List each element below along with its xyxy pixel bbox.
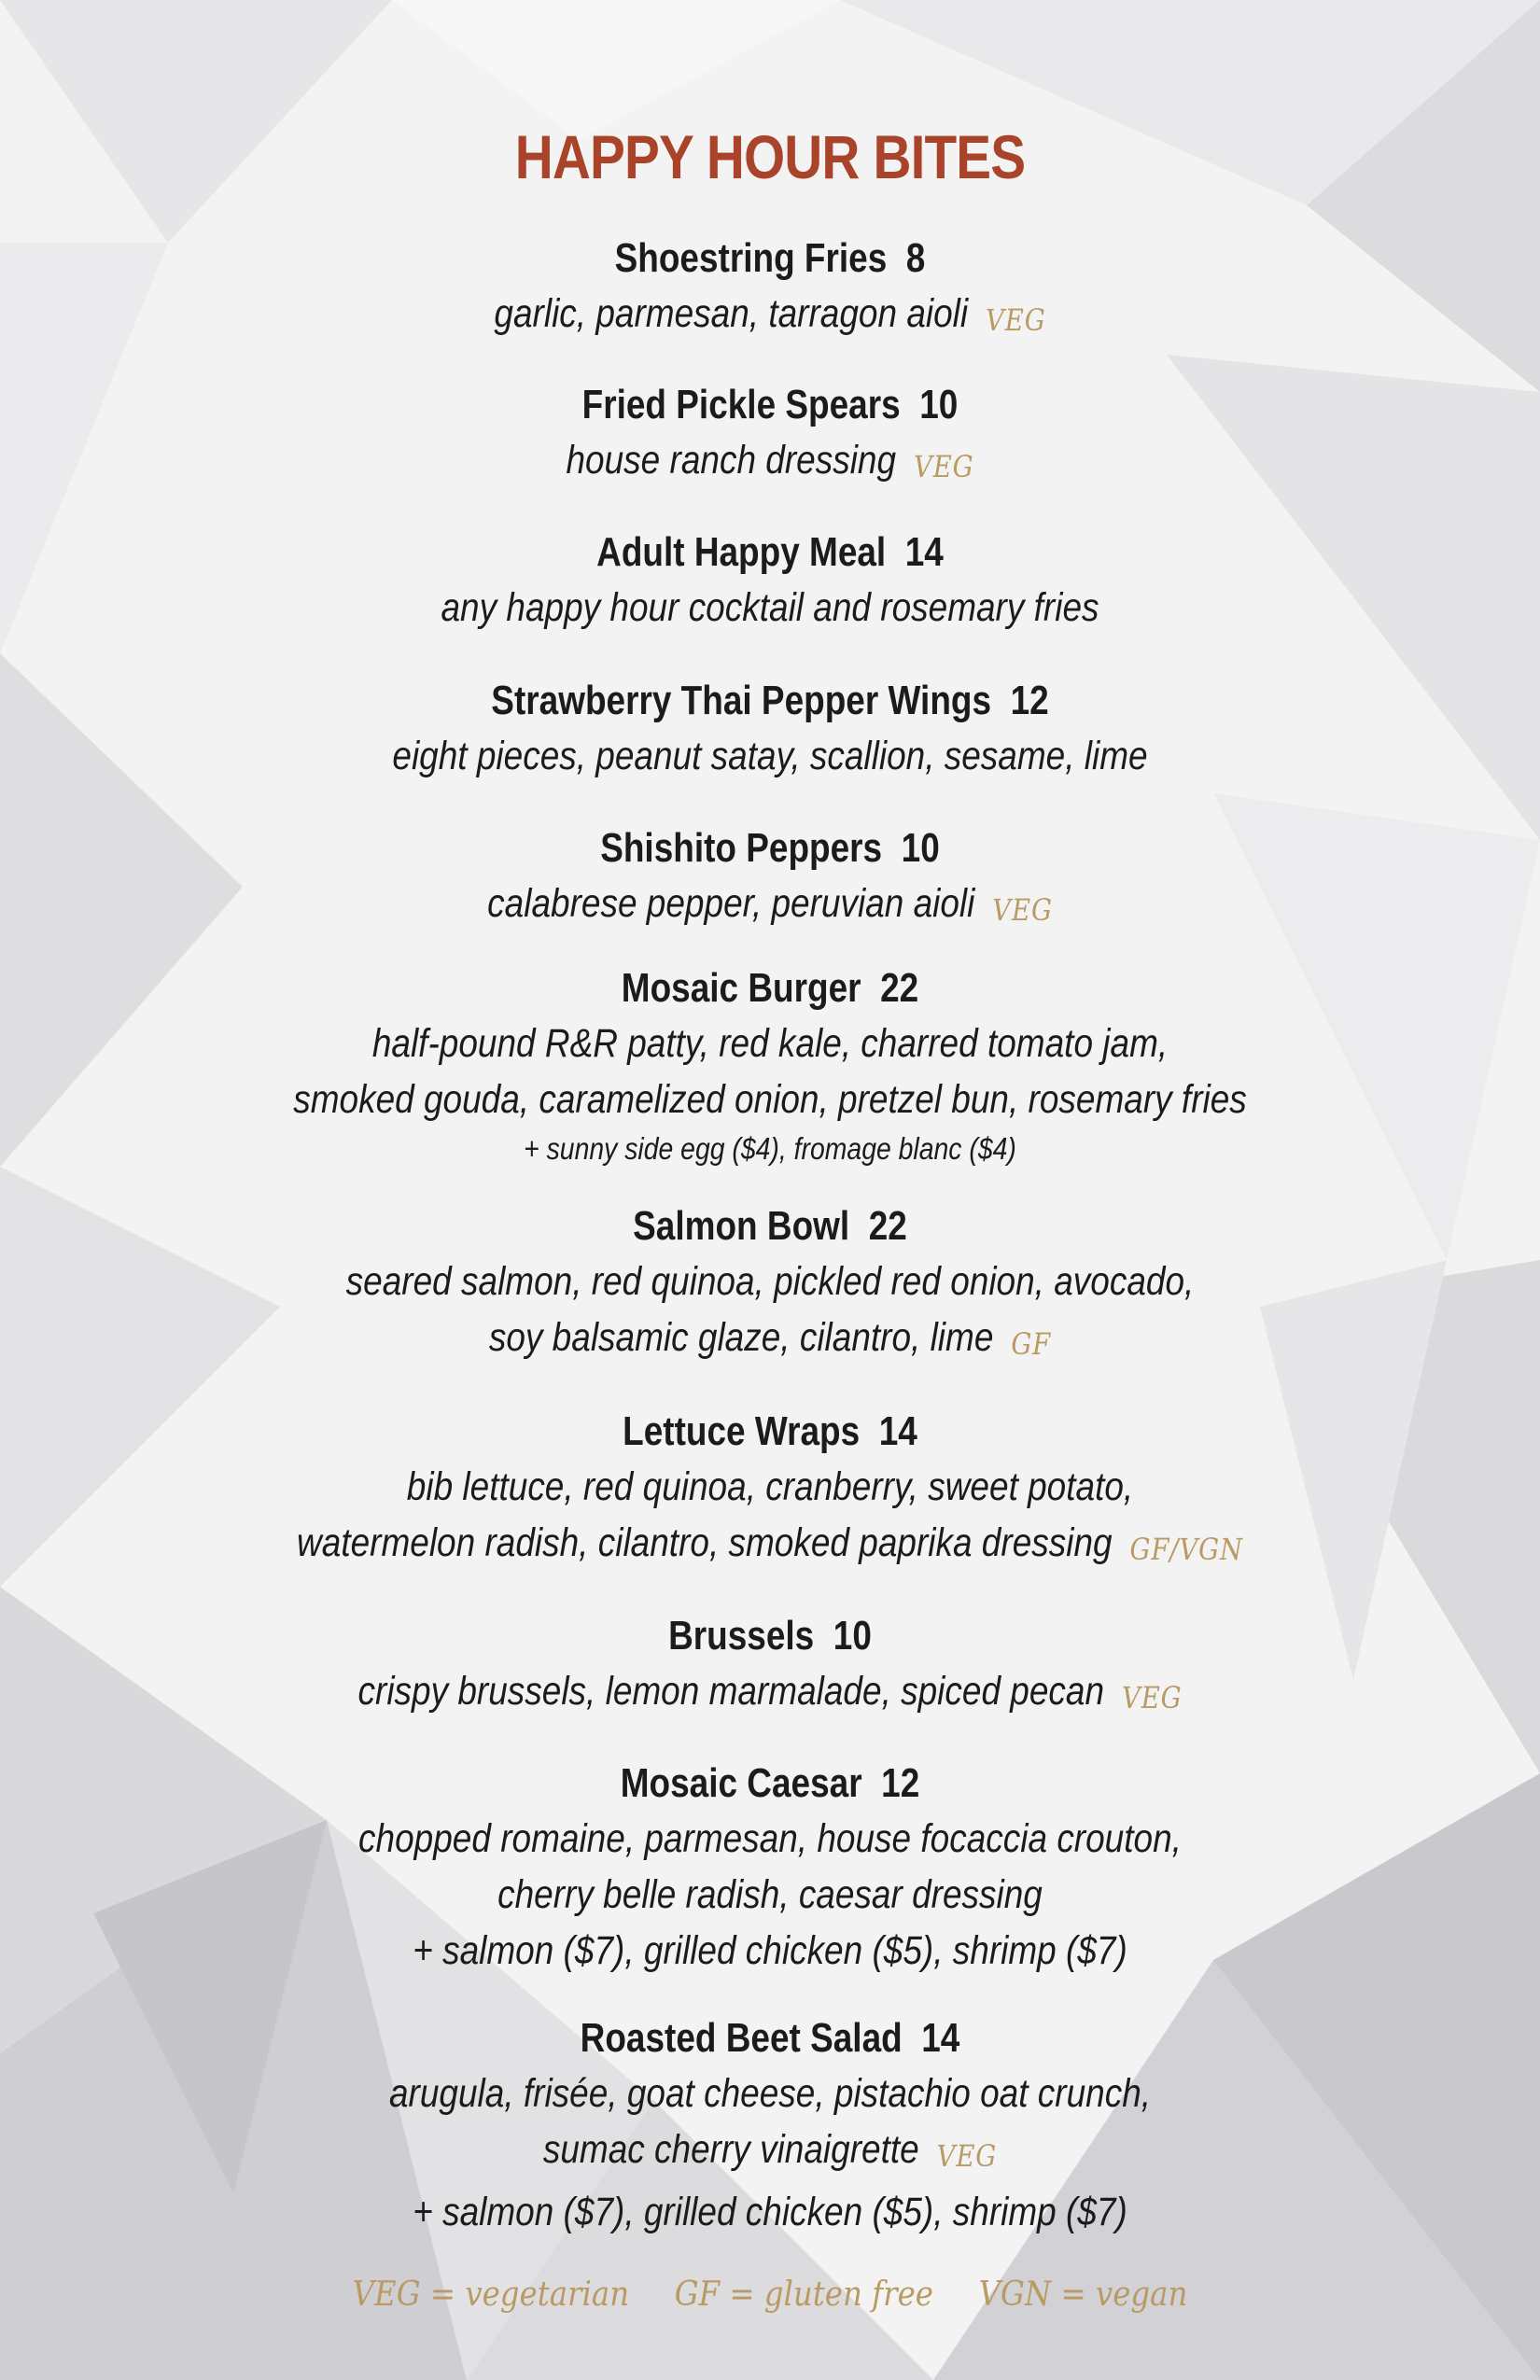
item-name: Mosaic Caesar — [620, 1760, 862, 1806]
item-heading — [123, 525, 1417, 580]
menu-item — [0, 2011, 1540, 2240]
item-name: Shoestring Fries — [614, 235, 888, 281]
item-description-line — [108, 1515, 1433, 1577]
menu-item — [0, 525, 1540, 636]
item-heading — [123, 1757, 1417, 1811]
item-description-text: cherry belle radish, caesar dressing — [497, 1872, 1043, 1917]
legend-vgn: VGN = vegan — [978, 2275, 1188, 2314]
item-price: 12 — [881, 1760, 920, 1806]
menu-item — [0, 1757, 1540, 1979]
item-description-text: arugula, frisée, goat cheese, pistachio oat crunch, — [388, 2071, 1152, 2116]
item-price: 8 — [905, 235, 926, 281]
diet-tag: VEG — [936, 2138, 998, 2174]
item-description-text: any happy hour cocktail and rosemary fries — [441, 585, 1099, 630]
item-description-line — [108, 1309, 1433, 1372]
item-description-text: + salmon ($7), grilled chicken ($5), shrimp ($7) — [413, 2190, 1127, 2234]
item-name: Roasted Beet Salad — [580, 2015, 903, 2061]
diet-tag: VEG — [1121, 1680, 1183, 1715]
item-description-text: soy balsamic glaze, cilantro, lime — [488, 1315, 994, 1360]
item-description-text: crispy brussels, lemon marmalade, spiced pecan — [357, 1669, 1105, 1714]
diet-tag: GF/VGN — [1129, 1532, 1243, 1567]
item-description-text: bib lettuce, red quinoa, cranberry, sweet potato, — [406, 1464, 1134, 1509]
item-heading — [123, 821, 1417, 875]
item-description-text: house ranch dressing — [566, 438, 897, 483]
item-heading — [123, 231, 1417, 286]
item-description-text: + salmon ($7), grilled chicken ($5), shrimp ($7) — [413, 1928, 1127, 1973]
item-description-line — [108, 286, 1433, 348]
legend-veg: VEG = vegetarian — [352, 2275, 630, 2314]
item-description-text: chopped romaine, parmesan, house focaccia crouton, — [358, 1816, 1182, 1861]
item-heading — [123, 674, 1417, 728]
diet-tag: VEG — [992, 892, 1053, 928]
item-price: 10 — [833, 1613, 872, 1659]
item-price: 10 — [901, 825, 940, 871]
menu-item — [0, 674, 1540, 784]
item-price: 14 — [921, 2015, 960, 2061]
item-price: 22 — [880, 965, 919, 1011]
item-price: 14 — [878, 1408, 917, 1454]
item-description-text: garlic, parmesan, tarragon aioli — [494, 291, 969, 336]
menu-item — [0, 231, 1540, 348]
item-addon: + sunny side egg ($4), fromage blanc ($4) — [524, 1131, 1016, 1166]
item-description-line — [108, 1015, 1433, 1071]
item-description-line — [108, 2065, 1433, 2121]
item-description-line — [108, 875, 1433, 938]
item-description-text: calabrese pepper, peruvian aioli — [487, 881, 975, 926]
item-price: 12 — [1010, 678, 1049, 723]
item-description-text: sumac cherry vinaigrette — [542, 2127, 919, 2172]
diet-tag: GF — [1011, 1326, 1052, 1362]
item-description-line — [108, 1459, 1433, 1515]
diet-tag: VEG — [986, 302, 1046, 338]
menu-item — [0, 821, 1540, 938]
menu-item — [0, 1405, 1540, 1577]
item-description-line — [108, 1923, 1433, 1979]
menu-item — [0, 378, 1540, 495]
item-name: Brussels — [668, 1613, 815, 1659]
diet-tag: VEG — [913, 449, 974, 484]
diet-legend — [77, 2275, 1463, 2314]
item-description-text: watermelon radish, cilantro, smoked paprika dressing — [297, 1520, 1113, 1565]
item-heading — [123, 1199, 1417, 1253]
item-heading — [123, 961, 1417, 1015]
item-description-line — [108, 1253, 1433, 1309]
menu-title: HAPPY HOUR BITES — [514, 122, 1026, 191]
item-description-text: smoked gouda, caramelized onion, pretzel bun, rosemary fries — [293, 1077, 1247, 1122]
item-price: 10 — [919, 382, 959, 427]
item-description-line — [108, 580, 1433, 636]
item-description-text: half-pound R&R patty, red kale, charred tomato jam, — [371, 1021, 1169, 1066]
item-heading — [123, 1609, 1417, 1663]
item-description-line — [108, 1811, 1433, 1867]
item-heading — [123, 378, 1417, 432]
item-heading — [123, 2011, 1417, 2065]
item-description-line — [108, 2184, 1433, 2240]
legend-gf: GF = gluten free — [674, 2275, 933, 2314]
item-description-line — [108, 1867, 1433, 1923]
item-name: Mosaic Burger — [621, 965, 861, 1011]
menu-item — [0, 1199, 1540, 1372]
item-description-line — [108, 2121, 1433, 2184]
item-description-line — [108, 1071, 1433, 1127]
item-name: Adult Happy Meal — [596, 529, 887, 575]
item-heading — [123, 1405, 1417, 1459]
item-name: Fried Pickle Spears — [581, 382, 901, 427]
item-name: Shishito Peppers — [600, 825, 883, 871]
item-price: 14 — [904, 529, 944, 575]
item-description-text: seared salmon, red quinoa, pickled red onion, avocado, — [345, 1259, 1195, 1304]
item-description-text: eight pieces, peanut satay, scallion, sesame, lime — [392, 734, 1148, 778]
item-description-line — [108, 1663, 1433, 1726]
item-name: Strawberry Thai Pepper Wings — [491, 678, 992, 723]
item-price: 22 — [868, 1203, 907, 1249]
item-description-line — [108, 432, 1433, 495]
item-name: Lettuce Wraps — [623, 1408, 861, 1454]
menu-item — [0, 1609, 1540, 1726]
item-name: Salmon Bowl — [633, 1203, 850, 1249]
item-description-line — [108, 728, 1433, 784]
menu-item — [0, 961, 1540, 1170]
